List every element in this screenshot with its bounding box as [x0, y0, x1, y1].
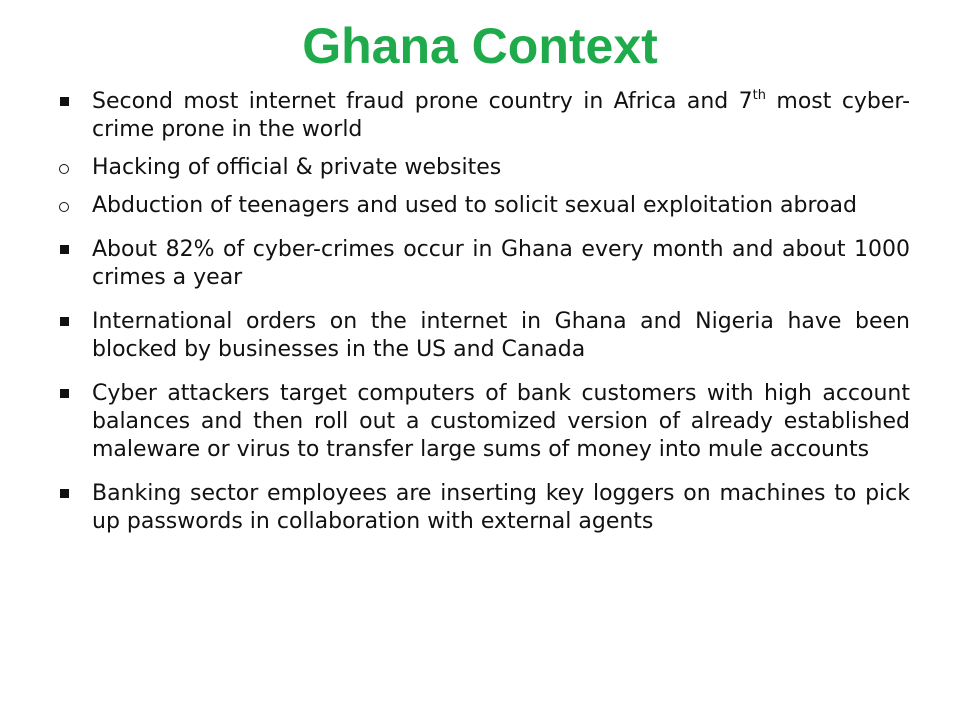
bullet-item: [58, 88, 910, 144]
bullet-text-continued: most cyber-crime prone in the world: [92, 89, 911, 142]
circle-bullet-icon: [58, 192, 86, 220]
bullet-superscript: th: [752, 88, 766, 103]
square-bullet-icon: [58, 480, 86, 508]
square-bullet-icon: [58, 88, 86, 116]
sub-bullet-item: [58, 192, 910, 220]
bullet-text: Hacking of official & private websites: [92, 155, 502, 180]
bullet-item: [58, 236, 910, 292]
bullet-text: Second most internet fraud prone country in Africa and 7: [92, 89, 753, 114]
bullet-text: About 82% of cyber-crimes occur in Ghana every month and about 1000 crimes a year: [92, 237, 910, 290]
bullet-text: International orders on the internet in Ghana and Nigeria have been blocked by businesses in the US and Canada: [92, 309, 910, 362]
sub-bullet-item: [58, 154, 910, 182]
bullet-list: [58, 88, 910, 536]
circle-bullet-icon: [58, 154, 86, 182]
bullet-text: Abduction of teenagers and used to solicit sexual exploitation abroad: [92, 193, 857, 218]
bullet-item: [58, 380, 910, 464]
bullet-item: [58, 480, 910, 536]
bullet-text: Cyber attackers target computers of bank customers with high account balances and then roll out a customized version of already established maleware or virus to transfer large sums of money into mule accounts: [92, 381, 910, 462]
slide-title: Ghana Context: [302, 18, 658, 74]
bullet-text: Banking sector employees are inserting key loggers on machines to pick up passwords in collaboration with external agents: [92, 481, 910, 534]
square-bullet-icon: [58, 236, 86, 264]
square-bullet-icon: [58, 308, 86, 336]
bullet-item: [58, 308, 910, 364]
square-bullet-icon: [58, 380, 86, 408]
